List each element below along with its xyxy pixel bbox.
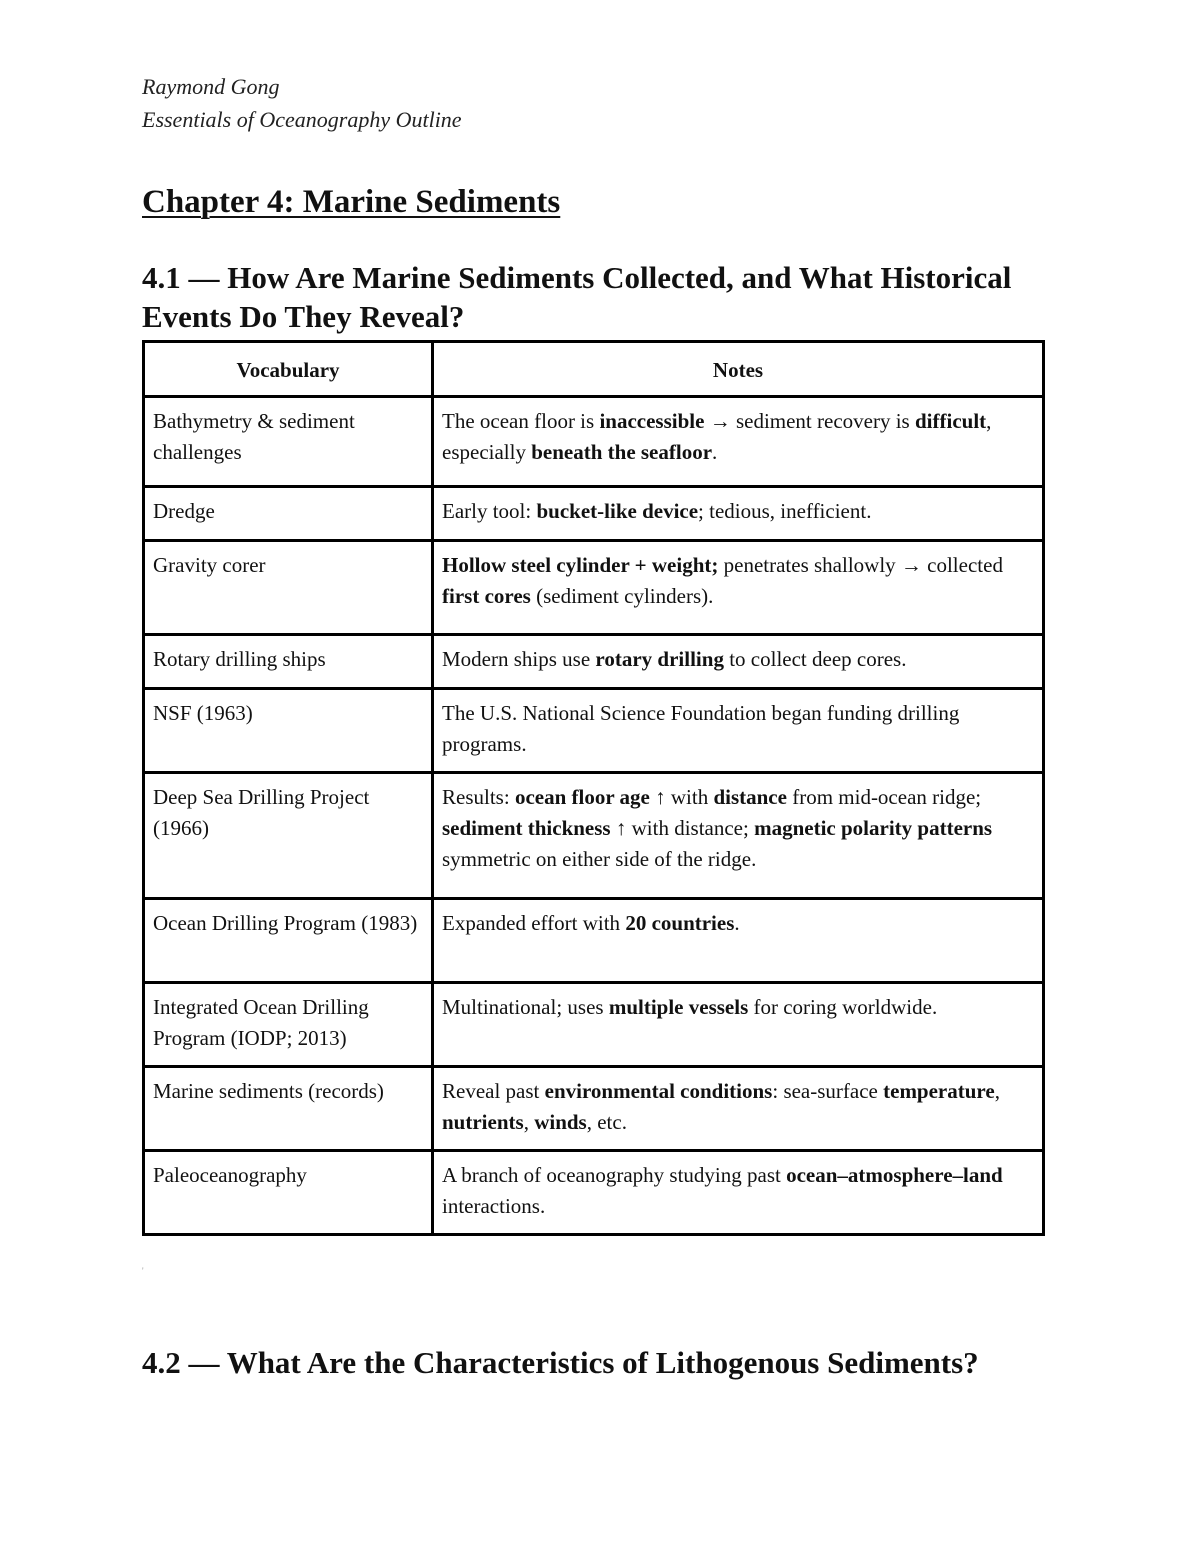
vocabulary-notes [433, 899, 1044, 983]
note-text: interactions. [442, 1194, 546, 1218]
section-4-2-title: 4.2 — What Are the Characteristics of Lithogenous Sediments? [142, 1345, 979, 1380]
table-row [144, 689, 1044, 773]
note-text: , [994, 1079, 1000, 1103]
note-text: Results: [442, 785, 515, 809]
note-text: ; tedious, inefficient. [698, 499, 872, 523]
notes-column-header: Notes [433, 342, 1044, 397]
table-row [144, 773, 1044, 899]
bold-note-text: ocean floor age [514, 785, 650, 809]
vocabulary-term: Integrated Ocean Drilling Program (IODP; 2013) [144, 983, 433, 1067]
bold-note-text: temperature [883, 1079, 995, 1103]
bold-note-text: difficult [914, 409, 987, 433]
vocabulary-notes [433, 983, 1044, 1067]
bold-note-text: distance [713, 785, 787, 809]
note-text: to collect deep cores. [723, 647, 907, 671]
note-text: Multinational; uses [442, 995, 609, 1019]
table-row [144, 899, 1044, 983]
bold-note-text: beneath the seafloor [531, 440, 713, 464]
vocabulary-notes [433, 397, 1044, 487]
vocabulary-term: Deep Sea Drilling Project (1966) [144, 773, 433, 899]
note-text: . [734, 911, 740, 935]
note-text: penetrates shallowly → collected [718, 553, 1003, 577]
note-text: ↑ with distance; [610, 816, 755, 840]
vocabulary-notes [433, 541, 1044, 635]
vocabulary-notes [433, 635, 1044, 689]
note-text: A branch of oceanography studying past [442, 1163, 787, 1187]
note-text: Expanded effort with [442, 911, 626, 935]
vocabulary-term: Rotary drilling ships [144, 635, 433, 689]
vocabulary-term: Bathymetry & sediment challenges [144, 397, 433, 487]
bold-note-text: sediment thickness [442, 816, 611, 840]
table-row [144, 487, 1044, 541]
note-text: → sediment recovery is [704, 409, 915, 433]
note-text: The U.S. National Science Foundation began funding drilling programs. [442, 701, 960, 756]
course-title: Essentials of Oceanography Outline [142, 107, 462, 132]
stray-mark: ' [142, 1266, 144, 1276]
section-4-1-title: 4.1 — How Are Marine Sediments Collected, and What Historical Events Do They Reveal? [142, 260, 1012, 334]
note-text: Early tool: [442, 499, 537, 523]
note-text: , etc. [586, 1110, 627, 1134]
vocabulary-notes [433, 487, 1044, 541]
vocabulary-term: Dredge [144, 487, 433, 541]
note-text: ↑ with [649, 785, 714, 809]
note-text: The ocean floor is [442, 409, 600, 433]
chapter-title: Chapter 4: Marine Sediments [142, 184, 561, 220]
vocabulary-notes [433, 689, 1044, 773]
bold-note-text: rotary drilling [595, 647, 724, 671]
table-header-row [144, 342, 1044, 397]
note-text: , [523, 1110, 535, 1134]
bold-note-text: multiple vessels [608, 995, 749, 1019]
bold-note-text: first cores [442, 584, 531, 608]
vocabulary-table [142, 340, 1045, 1236]
bold-note-text: nutrients [442, 1110, 524, 1134]
author-name: Raymond Gong [142, 74, 280, 99]
note-text: , especially [442, 409, 992, 464]
table-row [144, 541, 1044, 635]
vocabulary-term: Ocean Drilling Program (1983) [144, 899, 433, 983]
note-text: Modern ships use [442, 647, 596, 671]
vocabulary-notes [433, 773, 1044, 899]
bold-note-text: magnetic polarity patterns [754, 816, 993, 840]
vocabulary-term: Marine sediments (records) [144, 1067, 433, 1151]
note-text: from mid-ocean ridge; [786, 785, 982, 809]
bold-note-text: inaccessible [599, 409, 705, 433]
vocabulary-notes [433, 1067, 1044, 1151]
note-text: : sea-surface [772, 1079, 884, 1103]
bold-note-text: Hollow steel cylinder + weight; [442, 553, 719, 577]
note-text: Reveal past [442, 1079, 545, 1103]
vocabulary-term: Paleoceanography [144, 1151, 433, 1235]
table-row [144, 397, 1044, 487]
vocabulary-column-header: Vocabulary [144, 342, 433, 397]
note-text: . [712, 440, 718, 464]
table-row [144, 1151, 1044, 1235]
vocabulary-term: Gravity corer [144, 541, 433, 635]
bold-note-text: 20 countries [625, 911, 735, 935]
table-row [144, 1067, 1044, 1151]
bold-note-text: environmental conditions [544, 1079, 773, 1103]
vocabulary-table-body [144, 397, 1044, 1235]
vocabulary-term: NSF (1963) [144, 689, 433, 773]
note-text: for coring worldwide. [748, 995, 938, 1019]
vocabulary-notes [433, 1151, 1044, 1235]
bold-note-text: winds [534, 1110, 587, 1134]
bold-note-text: bucket-like device [536, 499, 699, 523]
table-row [144, 635, 1044, 689]
table-row [144, 983, 1044, 1067]
note-text: symmetric on either side of the ridge. [442, 847, 757, 871]
note-text: (sediment cylinders). [530, 584, 714, 608]
bold-note-text: ocean–atmosphere–land [786, 1163, 1003, 1187]
